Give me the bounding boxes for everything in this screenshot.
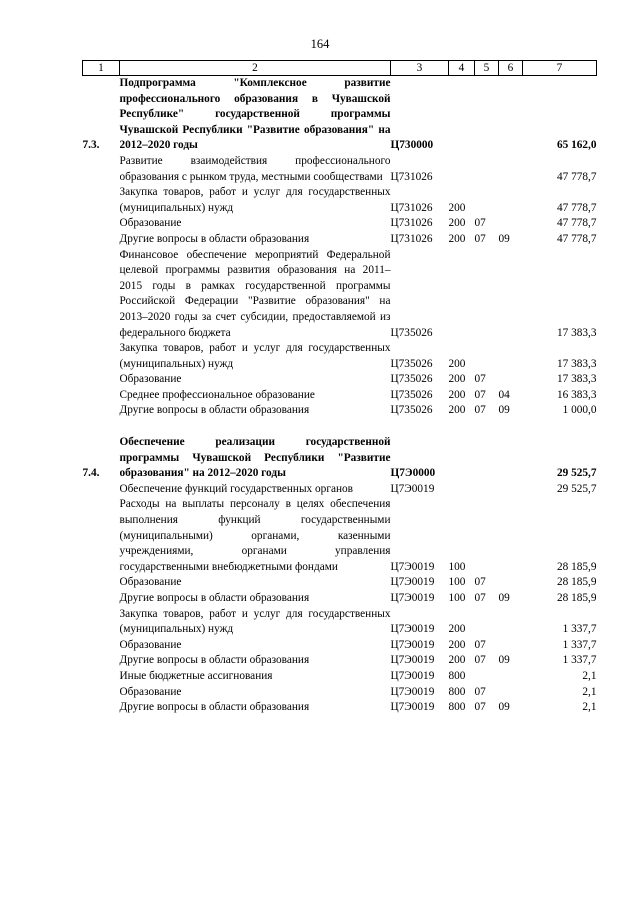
row-amount: 28 185,9: [556, 592, 597, 604]
row-section: 07: [474, 217, 486, 230]
row-number: 7.4.: [82, 467, 100, 480]
row-subsection: 09: [498, 404, 510, 417]
row-subsection: [499, 575, 523, 591]
row-description: Закупка товаров, работ и услуг для государственных (муниципальных) нужд: [119, 342, 391, 370]
row-section: 07: [474, 685, 486, 698]
row-expense-type: [449, 248, 475, 342]
row-subsection: 09: [498, 232, 510, 245]
subprogram-row: [83, 76, 597, 154]
row-code: Ц735026: [390, 373, 433, 386]
table-row: [83, 216, 597, 232]
row-expense-type: 200: [448, 357, 466, 370]
row-expense-type: 200: [448, 201, 466, 214]
subprogram-row: [83, 435, 597, 482]
row-description: Финансовое обеспечение мероприятий Федеральной целевой программы развития образования на 2011–2015 годы в рамках государственной программы Российской Федерации "Развитие образования" на 2013–2020 годы за счет субсидии, предоставляемой из федерального бюджета: [119, 248, 391, 339]
row-subsection: [499, 341, 523, 372]
row-description: Образование: [119, 638, 182, 651]
row-expense-type: 200: [448, 654, 466, 667]
row-description: Образование: [119, 217, 182, 230]
row-code: Ц731026: [390, 201, 433, 214]
row-expense-type: 200: [448, 232, 466, 245]
row-number: [83, 185, 120, 216]
row-section: 07: [474, 373, 486, 386]
row-expense-type: 200: [448, 373, 466, 386]
row-subsection: [499, 482, 523, 498]
row-expense-type: 800: [448, 685, 466, 698]
table-row: [83, 700, 597, 716]
col-header-3: 3: [391, 61, 449, 76]
row-section: 07: [474, 701, 486, 714]
table-row: [83, 497, 597, 575]
row-description: Подпрограмма "Комплексное развитие профессионального образования в Чувашской Республике" государственной программы Чувашской Республики "Развитие образования" на 2012–2020 годы: [119, 77, 391, 152]
row-amount: 17 383,3: [556, 373, 597, 386]
row-amount: 1 337,7: [562, 623, 597, 636]
row-section: [475, 482, 499, 498]
row-number: [83, 685, 120, 701]
row-expense-type: 200: [448, 388, 466, 401]
row-expense-type: 100: [448, 592, 466, 604]
row-subsection: [499, 185, 523, 216]
row-amount: 16 383,3: [556, 388, 597, 401]
row-amount: 47 778,7: [556, 217, 597, 230]
page-number: 164: [310, 37, 330, 51]
row-section: [475, 248, 499, 342]
row-number: [83, 403, 120, 419]
row-expense-type: 800: [448, 701, 466, 714]
row-section: [475, 76, 499, 154]
row-section: [475, 435, 499, 482]
row-amount: 2,1: [582, 701, 597, 714]
row-number: [83, 232, 120, 248]
row-subsection: [499, 669, 523, 685]
row-expense-type: 200: [448, 623, 466, 636]
row-subsection: [499, 372, 523, 388]
row-section: [475, 185, 499, 216]
col-header-6: 6: [499, 61, 523, 76]
row-subsection: [499, 154, 523, 185]
row-subsection: 09: [498, 654, 510, 667]
row-expense-type: 200: [448, 217, 466, 230]
table-row: [83, 154, 597, 185]
row-description: Образование: [119, 685, 182, 698]
row-expense-type: [449, 482, 475, 498]
row-subsection: [499, 638, 523, 654]
table-row: [83, 591, 597, 607]
row-expense-type: [449, 154, 475, 185]
row-section: 07: [474, 576, 486, 589]
spacer-row: [83, 419, 597, 435]
table-row: [83, 607, 597, 638]
row-number: [83, 653, 120, 669]
row-number: [83, 669, 120, 685]
row-amount: 29 525,7: [556, 482, 597, 495]
row-code: Ц7Э0019: [390, 638, 435, 651]
table-row: [83, 653, 597, 669]
row-description: Образование: [119, 373, 182, 386]
row-amount: 1 337,7: [562, 654, 597, 667]
row-number: [83, 482, 120, 498]
row-number: [83, 388, 120, 404]
row-section: [475, 154, 499, 185]
row-code: Ц7Э0000: [390, 467, 436, 480]
row-amount: 17 383,3: [556, 357, 597, 370]
row-code: Ц7Э0019: [390, 654, 435, 667]
table-row: [83, 232, 597, 248]
row-expense-type: 100: [448, 560, 466, 573]
col-header-2: 2: [120, 61, 391, 76]
row-number: [83, 154, 120, 185]
row-amount: 29 525,7: [556, 467, 597, 480]
row-code: Ц731026: [390, 170, 433, 183]
table-row: [83, 669, 597, 685]
row-code: Ц731026: [390, 217, 433, 230]
row-amount: 65 162,0: [556, 139, 597, 152]
row-number: [83, 216, 120, 232]
row-description: Обеспечение функций государственных органов: [119, 482, 354, 495]
table-row: [83, 403, 597, 419]
row-code: Ц7Э0019: [390, 482, 435, 495]
row-description: Среднее профессиональное образование: [119, 388, 315, 401]
row-description: Иные бюджетные ассигнования: [119, 669, 273, 682]
row-subsection: [499, 497, 523, 575]
row-amount: 47 778,7: [556, 170, 597, 183]
row-code: Ц7Э0019: [390, 701, 435, 714]
row-subsection: [499, 248, 523, 342]
row-code: Ц735026: [390, 326, 433, 339]
row-amount: 17 383,3: [556, 326, 597, 339]
table-row: [83, 185, 597, 216]
row-expense-type: [449, 435, 475, 482]
row-code: Ц731026: [390, 232, 433, 245]
row-amount: 28 185,9: [556, 560, 597, 573]
row-subsection: [499, 435, 523, 482]
row-subsection: [499, 607, 523, 638]
header-row: [83, 61, 597, 76]
row-expense-type: 100: [448, 576, 466, 589]
table-row: [83, 575, 597, 591]
table-row: [83, 685, 597, 701]
row-amount: 1 337,7: [562, 638, 597, 651]
row-code: Ц7Э0019: [390, 669, 435, 682]
row-amount: 47 778,7: [556, 201, 597, 214]
row-code: Ц7Э0019: [390, 592, 435, 604]
col-header-1: 1: [83, 61, 120, 76]
row-description: Другие вопросы в области образования: [119, 654, 310, 667]
row-code: Ц735026: [390, 388, 433, 401]
row-number: [83, 700, 120, 716]
row-section: 07: [474, 638, 486, 651]
row-amount: 1 000,0: [562, 404, 597, 417]
row-section: 07: [474, 404, 486, 417]
row-section: [475, 607, 499, 638]
budget-table: [82, 60, 597, 716]
table-row: [83, 482, 597, 498]
row-number: 7.3.: [82, 139, 100, 152]
table-row: [83, 638, 597, 654]
row-section: 07: [474, 592, 486, 604]
row-code: Ц735026: [390, 357, 433, 370]
row-amount: 28 185,9: [556, 576, 597, 589]
row-section: 07: [474, 654, 486, 667]
col-header-7: 7: [523, 61, 597, 76]
row-amount: 2,1: [582, 669, 597, 682]
row-number: [83, 372, 120, 388]
row-amount: 2,1: [582, 685, 597, 698]
row-number: [83, 607, 120, 638]
row-section: [475, 341, 499, 372]
row-description: Закупка товаров, работ и услуг для государственных (муниципальных) нужд: [119, 607, 391, 636]
col-header-5: 5: [475, 61, 499, 76]
row-subsection: [499, 216, 523, 232]
row-description: Образование: [119, 576, 182, 589]
row-subsection: 09: [498, 592, 510, 604]
row-subsection: [499, 685, 523, 701]
row-description: Развитие взаимодействия профессионального образования с рынком труда, местными сообществами: [119, 154, 391, 183]
row-code: Ц735026: [390, 404, 433, 417]
row-section: [475, 497, 499, 575]
col-header-4: 4: [449, 61, 475, 76]
row-description: Обеспечение реализации государственной программы Чувашской Республики "Развитие образования" на 2012–2020 годы: [119, 436, 391, 480]
row-description: Расходы на выплаты персоналу в целях обеспечения выполнения функций государственными (муниципальными) органами, казенными учреждениями, органами управления государственными внебюджетными фондами: [119, 498, 391, 573]
row-number: [83, 591, 120, 607]
row-number: [83, 497, 120, 575]
table-header: [83, 61, 597, 76]
row-subsection: [499, 76, 523, 154]
row-code: Ц730000: [390, 139, 434, 152]
row-description: Другие вопросы в области образования: [119, 701, 310, 714]
table-body: [83, 76, 597, 716]
row-section: 07: [474, 232, 486, 245]
row-expense-type: 200: [448, 638, 466, 651]
row-number: [83, 575, 120, 591]
row-expense-type: [449, 76, 475, 154]
row-description: Другие вопросы в области образования: [119, 232, 310, 245]
row-amount: 47 778,7: [556, 232, 597, 245]
row-section: [475, 669, 499, 685]
table-row: [83, 248, 597, 342]
row-expense-type: 200: [448, 404, 466, 417]
row-description: Другие вопросы в области образования: [119, 404, 310, 417]
table-row: [83, 372, 597, 388]
row-code: Ц7Э0019: [390, 560, 435, 573]
row-subsection: 04: [498, 388, 510, 401]
row-description: Закупка товаров, работ и услуг для государственных (муниципальных) нужд: [119, 186, 391, 214]
row-code: Ц7Э0019: [390, 623, 435, 636]
table-row: [83, 388, 597, 404]
row-subsection: 09: [498, 701, 510, 714]
table-row: [83, 341, 597, 372]
row-expense-type: 800: [448, 669, 466, 682]
row-number: [83, 248, 120, 342]
row-section: 07: [474, 388, 486, 401]
row-description: Другие вопросы в области образования: [119, 592, 310, 604]
row-code: Ц7Э0019: [390, 685, 435, 698]
row-number: [83, 341, 120, 372]
row-number: [83, 638, 120, 654]
row-code: Ц7Э0019: [390, 576, 435, 589]
spacer-cell: [83, 419, 597, 435]
